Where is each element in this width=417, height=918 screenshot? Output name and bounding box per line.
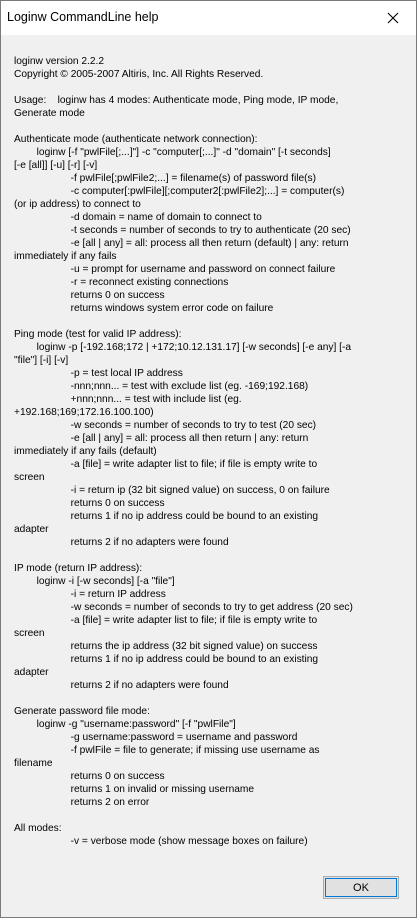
help-line: Generate password file mode: — [14, 706, 150, 717]
help-line — [14, 692, 406, 705]
help-line: returns 0 on success — [14, 498, 165, 509]
dialog-body — [1, 35, 416, 917]
help-line — [14, 549, 406, 562]
help-line: -nnn;nnn... = test with exclude list (eg. -169;192.168) — [14, 381, 309, 392]
help-line: -f pwlFile = file to generate; if missing use username as — [14, 745, 320, 756]
help-line: Generate mode — [14, 108, 85, 119]
help-line: adapter — [14, 667, 49, 678]
help-line: -d domain = name of domain to connect to — [14, 212, 262, 223]
help-line: -v = verbose mode (show message boxes on failure) — [14, 836, 308, 847]
help-line: screen — [14, 472, 45, 483]
help-line: loginw -g "username:password" [-f "pwlFile"] — [14, 719, 236, 730]
help-line: Authenticate mode (authenticate network connection): — [14, 134, 258, 145]
help-line: -i = return IP address — [14, 589, 166, 600]
help-line: -w seconds = number of seconds to try to get address (20 sec) — [14, 602, 353, 613]
help-line: returns 2 if no adapters were found — [14, 680, 229, 691]
help-line: returns 2 if no adapters were found — [14, 537, 229, 548]
help-line: returns windows system error code on failure — [14, 303, 274, 314]
help-line: -g username:password = username and password — [14, 732, 298, 743]
help-line: -p = test local IP address — [14, 368, 183, 379]
help-line: immediately if any fails (default) — [14, 446, 157, 457]
help-line: [-e [all]] [-u] [-r] [-v] — [14, 160, 98, 171]
help-line: Ping mode (test for valid IP address): — [14, 329, 182, 340]
help-line: returns 1 if no ip address could be bound to an existing — [14, 511, 319, 522]
help-line: returns 1 if no ip address could be bound to an existing — [14, 654, 319, 665]
help-line: -f pwlFile[;pwlFile2;...] = filename(s) of password file(s) — [14, 173, 317, 184]
help-line: -t seconds = number of seconds to try to authenticate (20 sec) — [14, 225, 351, 236]
help-line: -c computer[:pwlFile][;computer2[:pwlFile2];...] = computer(s) — [14, 186, 345, 197]
help-text — [14, 55, 406, 848]
help-line: returns the ip address (32 bit signed value) on success — [14, 641, 318, 652]
help-line: loginw -i [-w seconds] [-a "file"] — [14, 576, 175, 587]
help-line: +192.168;169;172.16.100.100) — [14, 407, 154, 418]
help-line: immediately if any fails — [14, 251, 117, 262]
help-line: filename — [14, 758, 53, 769]
help-line: -a [file] = write adapter list to file; if file is empty write to — [14, 459, 318, 470]
close-icon — [387, 12, 399, 24]
help-line — [14, 809, 406, 822]
help-line: "file"] [-i] [-v] — [14, 355, 69, 366]
help-line — [14, 315, 406, 328]
help-line: (or ip address) to connect to — [14, 199, 141, 210]
help-line: -w seconds = number of seconds to try to test (20 sec) — [14, 420, 317, 431]
help-line: screen — [14, 628, 45, 639]
help-line: All modes: — [14, 823, 62, 834]
help-line: -e [all | any] = all: process all then return | any: return — [14, 433, 309, 444]
help-line: -e [all | any] = all: process all then return (default) | any: return — [14, 238, 349, 249]
help-line: adapter — [14, 524, 49, 535]
help-line: -r = reconnect existing connections — [14, 277, 229, 288]
help-line: loginw version 2.2.2 — [14, 56, 105, 67]
ok-button[interactable]: OK — [323, 876, 399, 899]
help-line: -i = return ip (32 bit signed value) on success, 0 on failure — [14, 485, 330, 496]
help-line: loginw [-f "pwlFile[;...]"] -c "computer[;...]" -d "domain" [-t seconds] — [14, 147, 331, 158]
help-line — [14, 120, 406, 133]
title-bar[interactable] — [1, 1, 416, 35]
help-line — [14, 81, 406, 94]
help-line: returns 0 on success — [14, 290, 165, 301]
help-line: +nnn;nnn... = test with include list (eg. — [14, 394, 242, 405]
help-line: -a [file] = write adapter list to file; if file is empty write to — [14, 615, 318, 626]
help-line: Usage: loginw has 4 modes: Authenticate mode, Ping mode, IP mode, — [14, 95, 339, 106]
help-line: IP mode (return IP address): — [14, 563, 143, 574]
window-title: Loginw CommandLine help — [7, 10, 159, 24]
close-button[interactable] — [370, 1, 416, 35]
help-line: loginw -p [-192.168;172 | +172;10.12.131.17] [-w seconds] [-e any] [-a — [14, 342, 352, 353]
help-line: Copyright © 2005-2007 Altiris, Inc. All Rights Reserved. — [14, 69, 264, 80]
help-line: returns 2 on error — [14, 797, 150, 808]
help-line: returns 1 on invalid or missing username — [14, 784, 255, 795]
help-line: returns 0 on success — [14, 771, 165, 782]
help-line: -u = prompt for username and password on connect failure — [14, 264, 336, 275]
